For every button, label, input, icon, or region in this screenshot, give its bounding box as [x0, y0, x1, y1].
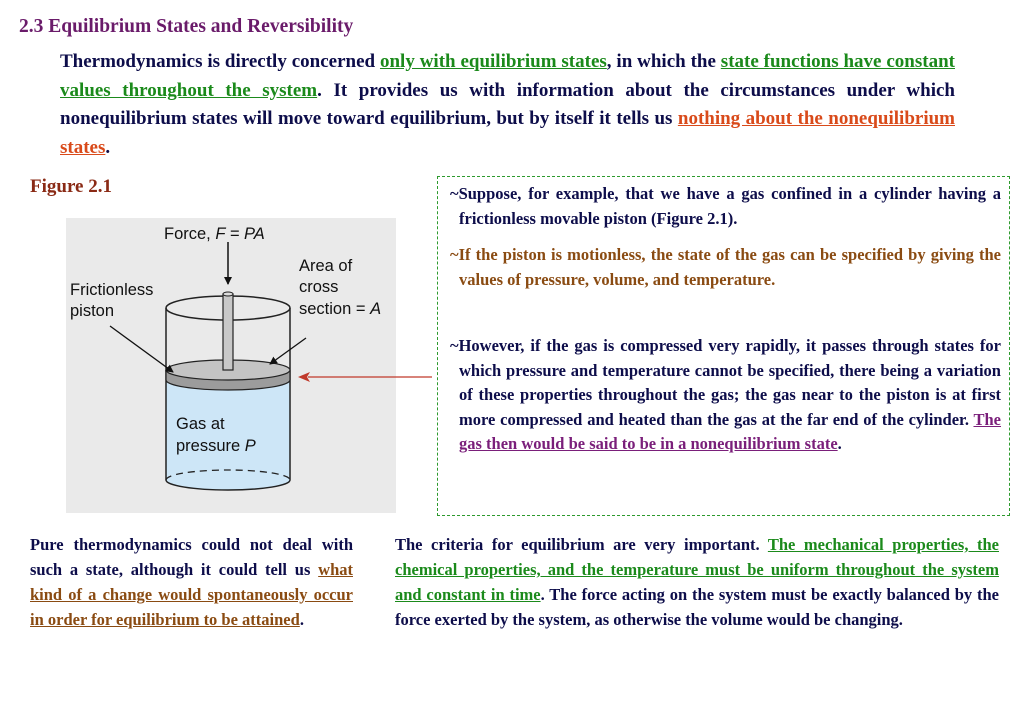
gas-region [166, 376, 290, 490]
left-highlight: what kind of a change would spontaneously occur in order for equilibrium to be attained [30, 560, 353, 629]
section-title: 2.3 Equilibrium States and Reversibility [19, 16, 354, 37]
pointer-arrow [296, 370, 436, 384]
right-text: The criteria for equilibrium are very important. [395, 535, 768, 554]
force-label: Force, F = PA [164, 225, 265, 243]
piston-rod [223, 294, 233, 370]
box-paragraph-3 [450, 334, 1001, 457]
box-paragraph-2: ~If the piston is motionless, the state of the gas can be specified by giving the values of pressure, volume, and temperature. [450, 245, 1001, 289]
box-text: . [837, 434, 842, 453]
intro-highlight-state-functions: state functions have constant values throughout the system [60, 51, 955, 101]
intro-highlight-nonequilibrium: nothing about the nonequilibrium states [60, 108, 955, 158]
intro-highlight-equilibrium: only with equilibrium states [379, 51, 607, 72]
box-paragraph-1: ~Suppose, for example, that we have a gas confined in a cylinder having a frictionless movable piston (Figure 2.1). [450, 184, 1001, 228]
right-highlight: The mechanical properties, the chemical properties, and the temperature must be uniform throughout the system and constant in time [395, 535, 999, 604]
left-text: Pure thermodynamics could not deal with such a state, although it could tell us [30, 535, 353, 579]
right-paragraph [395, 532, 999, 632]
intro-text: . It provides us with information about the circumstances under which nonequilibrium states will move toward equilibrium, but by itself it tells us [60, 79, 955, 129]
intro-text: , in which the [606, 51, 721, 72]
frictionless-label: Frictionless piston [70, 281, 154, 320]
box-text: ~However, if the gas is compressed very rapidly, it passes through states for which pressure and temperature cannot be specified, there being a variation of these properties throughout the gas; the gas near to the piston is at first more compressed and heated than the gas at the far end of the cylinder. [450, 336, 1001, 429]
intro-text: Thermodynamics is directly concerned [60, 51, 380, 72]
left-text: . [299, 610, 304, 629]
piston-figure [66, 218, 396, 513]
intro-paragraph [60, 48, 955, 162]
box-highlight-nonequilibrium: The gas then would be said to be in a nonequilibrium state [459, 409, 1001, 453]
figure-label: Figure 2.1 [30, 176, 112, 197]
right-text: . The force acting on the system must be exactly balanced by the force exerted by the system, as otherwise the volume would be changing. [395, 585, 999, 629]
intro-text: . [105, 136, 111, 158]
area-label: Area of cross section = A [299, 257, 382, 318]
left-paragraph [30, 532, 353, 632]
gas-label: Gas at pressure P [176, 415, 256, 455]
explanation-box [437, 176, 1010, 516]
